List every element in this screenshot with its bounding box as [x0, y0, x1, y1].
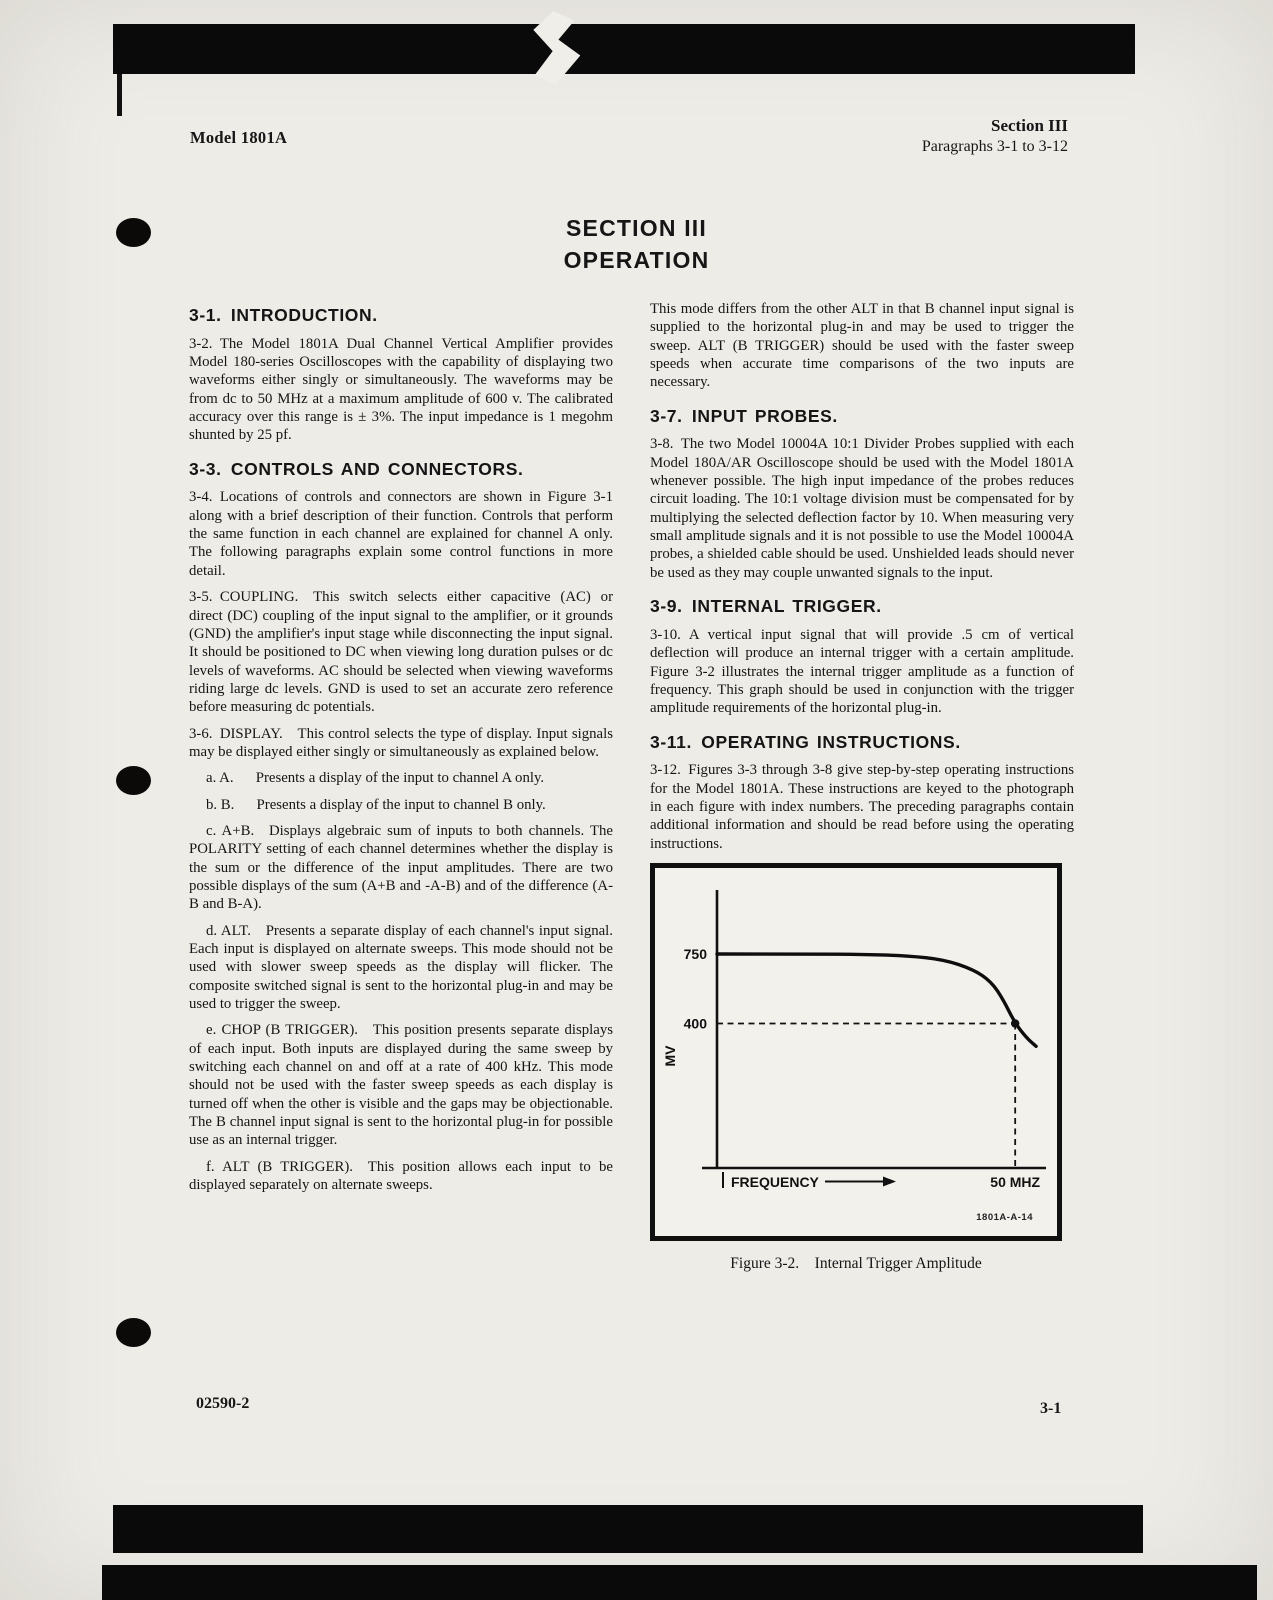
para-3-6-display: 3-6. DISPLAY. This control selects the type of display. Input signals may be displayed either singly or simultaneously as explained below. — [189, 725, 613, 760]
section-title-line1: SECTION III — [566, 215, 707, 241]
para-3-8: 3-8. The two Model 10004A 10:1 Divider Probes supplied with each Model 180A/AR Oscilloscope should be used with the Model 1801A whenever possible. The high input impedance of the probes reduces circuit loading. The 10:1 voltage division must be compensated for by multiplying the selected deflection factor by 10. When measuring very small amplitude signals and it is not possible to use the Model 10004A probes, a shielded cable should be used. Unshielded leads should never be used as they may couple unwanted signals to the input. — [650, 436, 1074, 581]
punch-hole-3 — [116, 1318, 151, 1347]
internal-trigger-amplitude-chart — [655, 868, 1057, 1236]
heading-3-3-controls-and-connectors: 3-3. CONTROLS AND CONNECTORS. — [189, 458, 524, 479]
left-column — [189, 300, 613, 1202]
figure-3-2-caption: Figure 3-2. Internal Trigger Amplitude — [730, 1254, 982, 1272]
display-item-a: a. A. Presents a display of the input to channel A only. — [206, 770, 545, 787]
header-model-number: Model 1801A — [190, 128, 288, 147]
footer-document-number: 02590-2 — [196, 1395, 250, 1412]
header-section-label: Section III — [991, 116, 1068, 135]
footer-page-number: 3-1 — [1040, 1400, 1062, 1417]
display-item-f: f. ALT (B TRIGGER). This position allows each input to be displayed separately on alternate sweeps. — [189, 1158, 613, 1194]
header-section-block — [922, 116, 1068, 156]
scan-edge-mark — [117, 74, 122, 116]
para-alt-continued: This mode differs from the other ALT in that B channel input signal is supplied to the horizontal plug-in and may be used to trigger the sweep. ALT (B TRIGGER) should be used with the faster sweep speeds when accurate time comparisons of the two inputs are necessary. — [650, 301, 1074, 391]
para-3-5-coupling: 3-5. COUPLING. This switch selects either capacitive (AC) or direct (DC) coupling of the input signal to the amplifier, or it grounds (GND) the amplifier's input stage while disconnecting the input signal. It should be positioned to DC when viewing long duration pulses or dc levels of waveforms. AC should be selected when viewing waveforms riding large dc levels. GND is used to set an accurate zero reference before measuring dc potentials. — [189, 589, 613, 716]
heading-3-1-introduction: 3-1. INTRODUCTION. — [189, 305, 378, 325]
section-title — [0, 212, 1273, 276]
right-column — [650, 300, 1074, 1273]
curve-intersection-point — [1011, 1019, 1019, 1027]
heading-3-9-internal-trigger: 3-9. INTERNAL TRIGGER. — [650, 596, 882, 617]
scan-bar-top — [113, 24, 1135, 74]
display-item-e: e. CHOP (B TRIGGER). This position presents separate displays of each input. Both inputs are displayed during the same sweep by switching each channel on and off at a rate of 400 kHz. This mode should not be used with the faster sweep speeds as each display is turned off when the other is visible and the gaps may be objectionable. The B channel input signal is sent to the horizontal plug-in for possible use as an internal trigger. — [189, 1022, 613, 1149]
display-item-d: d. ALT. Presents a separate display of each channel's input signal. Each input is displayed on alternate sweeps. This mode should not be used with slower sweep speeds as the display will flicker. The composite switched signal is sent to the horizontal plug-in and may be used to trigger the sweep. — [189, 922, 613, 1013]
para-3-2: 3-2. The Model 1801A Dual Channel Vertical Amplifier provides Model 180-series Oscilloscopes with the capability of displaying two waveforms either singly or simultaneously. The waveforms may be from dc to 50 MHz at a maximum amplitude of 600 v. The calibrated accuracy over this range is ± 3%. The input impedance is 1 megohm shunted by 25 pf. — [189, 335, 613, 444]
x-tick-50mhz: 50 MHZ — [990, 1173, 1041, 1190]
heading-3-11-operating-instructions: 3-11. OPERATING INSTRUCTIONS. — [650, 731, 961, 752]
para-3-10: 3-10. A vertical input signal that will provide .5 cm of vertical deflection will produce an internal trigger with a certain amplitude. Figure 3-2 illustrates the internal trigger amplitude as a function of frequency. This graph should be used in conjunction with the trigger amplitude requirements of the horizontal plug-in. — [650, 626, 1074, 717]
para-3-4: 3-4. Locations of controls and connectors are shown in Figure 3-1 along with a brief description of their function. Controls that perform the same function in each channel are explained for channel A only. The following paragraphs explain some control functions in more detail. — [189, 489, 613, 579]
display-item-b: b. B. Presents a display of the input to channel B only. — [206, 796, 546, 813]
display-item-c: c. A+B. Displays algebraic sum of inputs to both channels. The POLARITY setting of each channel determines whether the display is the sum or the difference of the input amplitudes. There are two possible displays of the sum (A+B and -A-B) and of the difference (A-B and B-A). — [189, 822, 613, 913]
punch-hole-2 — [116, 766, 151, 795]
heading-3-7-input-probes: 3-7. INPUT PROBES. — [650, 405, 838, 426]
figure-ref-number: 1801A-A-14 — [976, 1211, 1033, 1223]
amplitude-curve — [717, 954, 1036, 1046]
para-3-12: 3-12. Figures 3-3 through 3-8 give step-by-step operating instructions for the Model 1801A. These instructions are keyed to the photograph in each figure with index numbers. The preceding paragraphs contain additional information and should be read before using the operating instructions. — [650, 762, 1074, 852]
y-axis-label: MV — [662, 1045, 678, 1067]
y-tick-750: 750 — [683, 945, 707, 962]
x-axis-label: FREQUENCY — [731, 1173, 819, 1190]
figure-3-2-box — [650, 863, 1062, 1241]
section-title-line2: OPERATION — [563, 247, 710, 273]
y-tick-400: 400 — [683, 1015, 707, 1032]
arrow-right-icon — [883, 1176, 896, 1186]
scan-bar-bottom-1 — [113, 1505, 1143, 1553]
scan-bar-bottom-2 — [102, 1565, 1257, 1600]
header-paragraph-range: Paragraphs 3-1 to 3-12 — [921, 138, 1068, 155]
